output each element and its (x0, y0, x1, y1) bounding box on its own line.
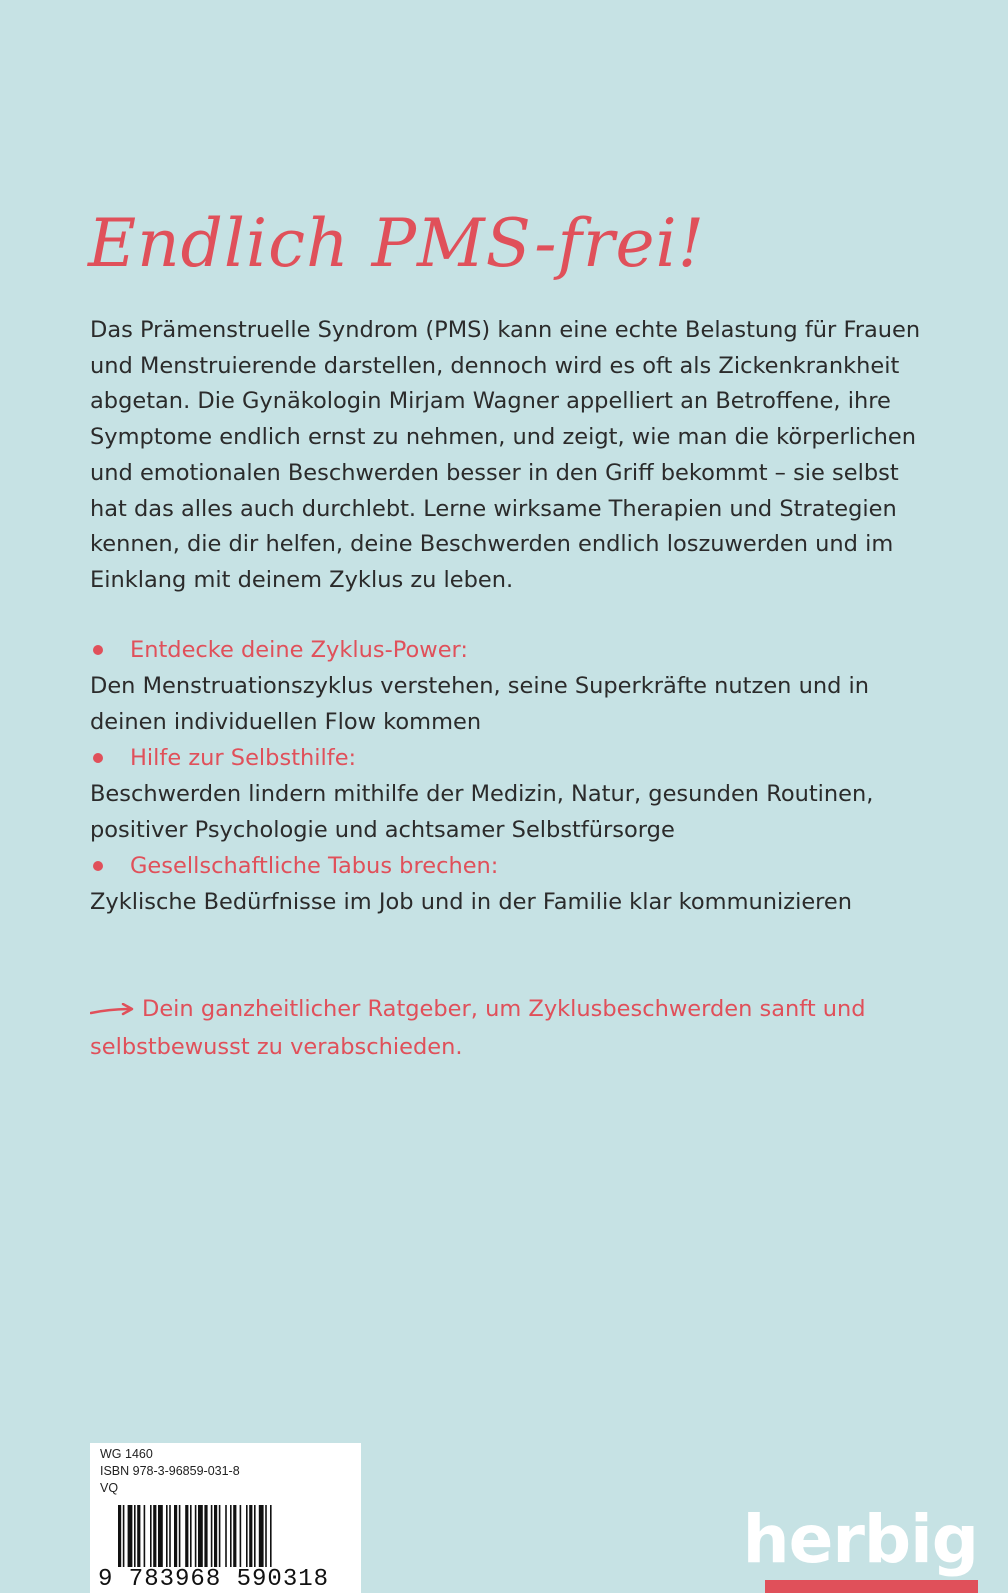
barcode-number: 9 783968 590318 (98, 1566, 330, 1593)
bullet-icon (93, 753, 103, 763)
feature-list (90, 632, 940, 920)
intro-paragraph: Das Prämenstruelle Syndrom (PMS) kann eine echte Belastung für Frauen und Menstruierende darstellen, dennoch wird es oft als Zickenkrankheit abgetan. Die Gynäkologin Mirjam Wagner appelliert an Betroffene, ihre Symptome endlich ernst zu nehmen, und zeigt, wie man die körperlichen und emotionalen Beschwerden besser in den Griff bekommt – sie selbst hat das alles auch durchlebt. Lerne wirksame Therapien und Strategien kennen, die dir helfen, deine Beschwerden endlich loszuwerden und im Einklang mit deinem Zyklus zu leben. (90, 317, 921, 593)
logo-underline (765, 1580, 978, 1593)
feature-title: Gesellschaftliche Tabus brechen: (130, 853, 499, 879)
feature-item (90, 740, 940, 848)
feature-text: Beschwerden lindern mithilfe der Medizin, Natur, gesunden Routinen, positiver Psychologie und achtsamer Selbstfürsorge (90, 781, 874, 843)
feature-text: Den Menstruationszyklus verstehen, seine Superkräfte nutzen und in deinen individuellen Flow kommen (90, 673, 870, 735)
barcode-icon (118, 1505, 338, 1567)
feature-item (90, 632, 940, 740)
vq-code: VQ (100, 1481, 119, 1495)
feature-text: Zyklische Bedürfnisse im Job und in der Familie klar kommunizieren (90, 889, 853, 915)
tagline-text: Dein ganzheitlicher Ratgeber, um Zyklusbeschwerden sanft und selbstbewusst zu verabschieden. (90, 996, 866, 1060)
feature-title: Entdecke deine Zyklus-Power: (130, 637, 468, 663)
tagline (90, 990, 910, 1066)
headline: Endlich PMS-frei! (88, 205, 706, 282)
barcode-box (90, 1443, 361, 1593)
feature-title: Hilfe zur Selbsthilfe: (130, 745, 357, 771)
isbn: ISBN 978-3-96859-031-8 (100, 1464, 240, 1478)
bullet-icon (93, 645, 103, 655)
arrow-right-icon (90, 1003, 134, 1017)
publisher-logo: herbig (742, 1501, 978, 1578)
bullet-icon (93, 861, 103, 871)
feature-item (90, 848, 940, 920)
wg-code: WG 1460 (100, 1447, 153, 1461)
